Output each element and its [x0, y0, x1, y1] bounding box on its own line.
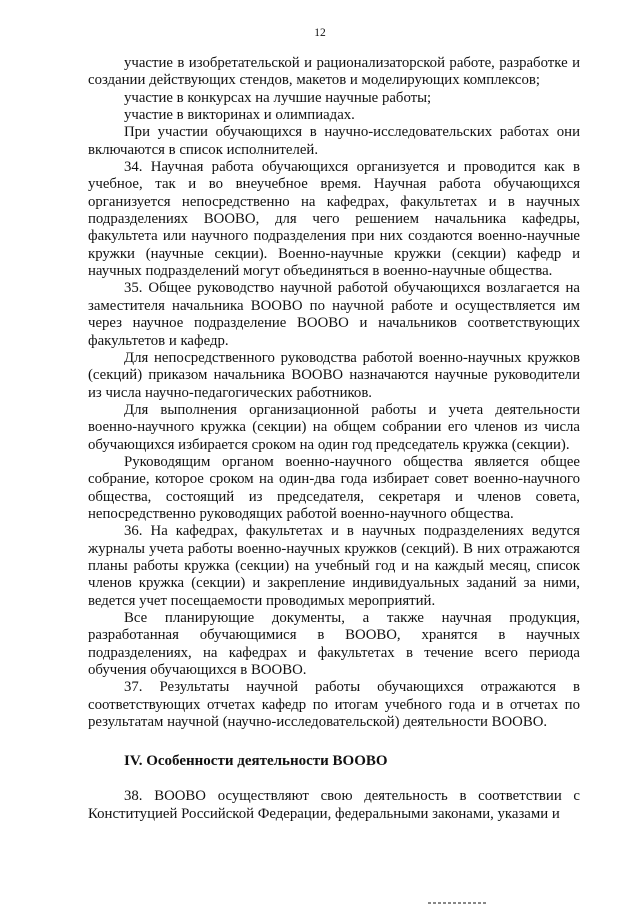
- document-body: [88, 55, 580, 823]
- paragraph-contests: участие в конкурсах на лучшие научные работы;: [124, 89, 432, 106]
- paragraph-chairman: Для выполнения организационной работы и учета деятельности военно-научного кружка (секции) на общем собрании его членов из числа обучающихся избирается сроком на один год председатель кружка (секции).: [88, 401, 580, 453]
- paragraph-documents-storage: Все планирующие документы, а также научная продукция, разработанная обучающимися в ВООВО, хранятся в научных подразделениях, на кафедрах и факультетах в течение всего периода обучения обучающихся в ВООВО.: [88, 610, 580, 679]
- paragraph-36: 36. На кафедрах, факультетах и в научных подразделениях ведутся журналы учета работы военно-научных кружков (секций). В них отражаются планы работы кружка (секции) на учебный год и на каждый месяц, список членов кружка (секции) и закрепление индивидуальных заданий за ними, ведется учет посещаемости проводимых мероприятий.: [88, 523, 580, 609]
- scan-artifact: [428, 902, 486, 904]
- paragraph-34: 34. Научная работа обучающихся организуется и проводится как в учебное, так и во внеучебное время. Научная работа обучающихся организуется непосредственно на кафедрах, факультетах и в научных подразделениях ВООВО, для чего решением начальника кафедры, факультета или научного подразделения при них создаются военно-научные кружки (научные секции). Военно-научные кружки (секции) кафедр и научных подразделений могут объединяться в военно-научные общества.: [88, 159, 580, 280]
- page-number: 12: [314, 27, 326, 39]
- paragraph-supervisors: Для непосредственного руководства работой военно-научных кружков (секций) приказом начальника ВООВО назначаются научные руководители из числа научно-педагогических работников.: [88, 349, 580, 401]
- paragraph-invention-participation: участие в изобретательской и рационализаторской работе, разработке и создании действующих стендов, макетов и моделирующих комплексов;: [88, 55, 580, 89]
- paragraph-35: 35. Общее руководство научной работой обучающихся возлагается на заместителя начальника ВООВО по научной работе и осуществляется им через научное подразделение ВООВО и начальников соответствующих факультетов и кафедр.: [88, 280, 580, 349]
- section-heading: IV. Особенности деятельности ВООВО: [124, 753, 388, 770]
- paragraph-olympiads: участие в викторинах и олимпиадах.: [124, 107, 355, 124]
- paragraph-37: 37. Результаты научной работы обучающихся отражаются в соответствующих отчетах кафедр по итогам учебного года и в отчетах по результатам научной (научно-исследовательской) деятельности ВООВО.: [88, 679, 580, 731]
- paragraph-society-council: Руководящим органом военно-научного общества является общее собрание, которое сроком на один-два года избирает совет военно-научного общества, состоящий из председателя, секретаря и членов совета, непосредственно руководящих работой военно-научного общества.: [88, 453, 580, 522]
- paragraph-38: 38. ВООВО осуществляют свою деятельность в соответствии с Конституцией Российской Федерации, федеральными законами, указами и: [88, 788, 580, 822]
- paragraph-executors-list: При участии обучающихся в научно-исследовательских работах они включаются в список исполнителей.: [88, 124, 580, 158]
